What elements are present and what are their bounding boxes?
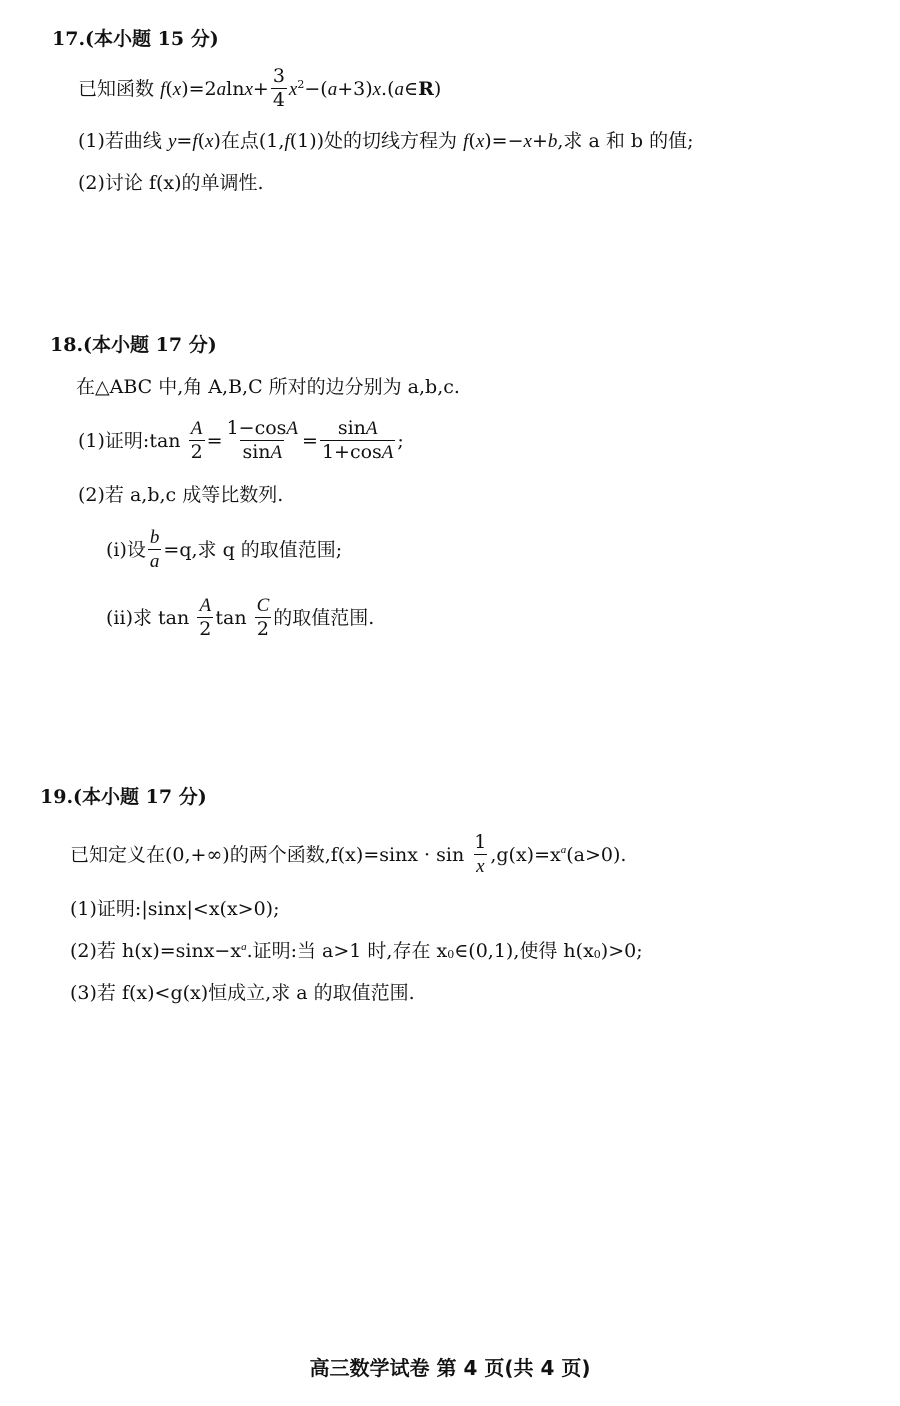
q18-part2i: (i)设 $\frac{b}{a}$ =q,求 q 的取值范围; <box>106 527 343 572</box>
q19-part1: (1)证明:|sinx|<x(x>0); <box>70 898 280 920</box>
q18-header: 18.(本小题 17 分) <box>50 334 217 356</box>
q19-part2: (2)若 h(x)=sinx−x $^a$ .证明:当 a>1 时,存在 x $_0$ ∈(0,1),使得 h(x $_0$ )>0; <box>70 940 643 962</box>
q18-part2: (2)若 a,b,c 成等比数列. <box>78 484 284 506</box>
q18-stem: 在△ABC 中,角 A,B,C 所对的边分别为 a,b,c. <box>76 376 460 398</box>
q17-part2: (2)讨论 f(x)的单调性. <box>78 172 264 194</box>
q19-stem: 已知定义在(0,+∞)的两个函数,f(x)=sinx · sin $\frac{1}{x}$ ,g(x)=x $^a$ (a>0). <box>70 831 627 877</box>
q18-part1: (1)证明:tan $\frac{A}{2}$ = $\frac{1-\cos A}{\sin A}$ = $\frac{\sin A}{1+\cos A}$ ; <box>78 417 404 463</box>
q17-header: 17.(本小题 15 分) <box>52 28 219 50</box>
q19-part3: (3)若 f(x)<g(x)恒成立,求 a 的取值范围. <box>70 982 415 1004</box>
q19-header: 19.(本小题 17 分) <box>40 786 207 808</box>
q17-stem: 已知函数 f ( x )=2 a ln x + $\frac{3}{4}$ x $^2$ −( a +3) x .( a ∈ R ) <box>78 65 442 111</box>
q18-part2ii: (ii)求 tan $\frac{A}{2}$ tan $\frac{C}{2}$ 的取值范围. <box>106 595 375 640</box>
page-footer: 高三数学试卷 第 4 页(共 4 页) <box>309 1356 591 1380</box>
q17-part1: (1)若曲线 y = f ( x ) 在点(1, f (1) )处的切线方程为 f ( x )=− x + b ,求 a 和 b 的值; <box>78 130 694 152</box>
